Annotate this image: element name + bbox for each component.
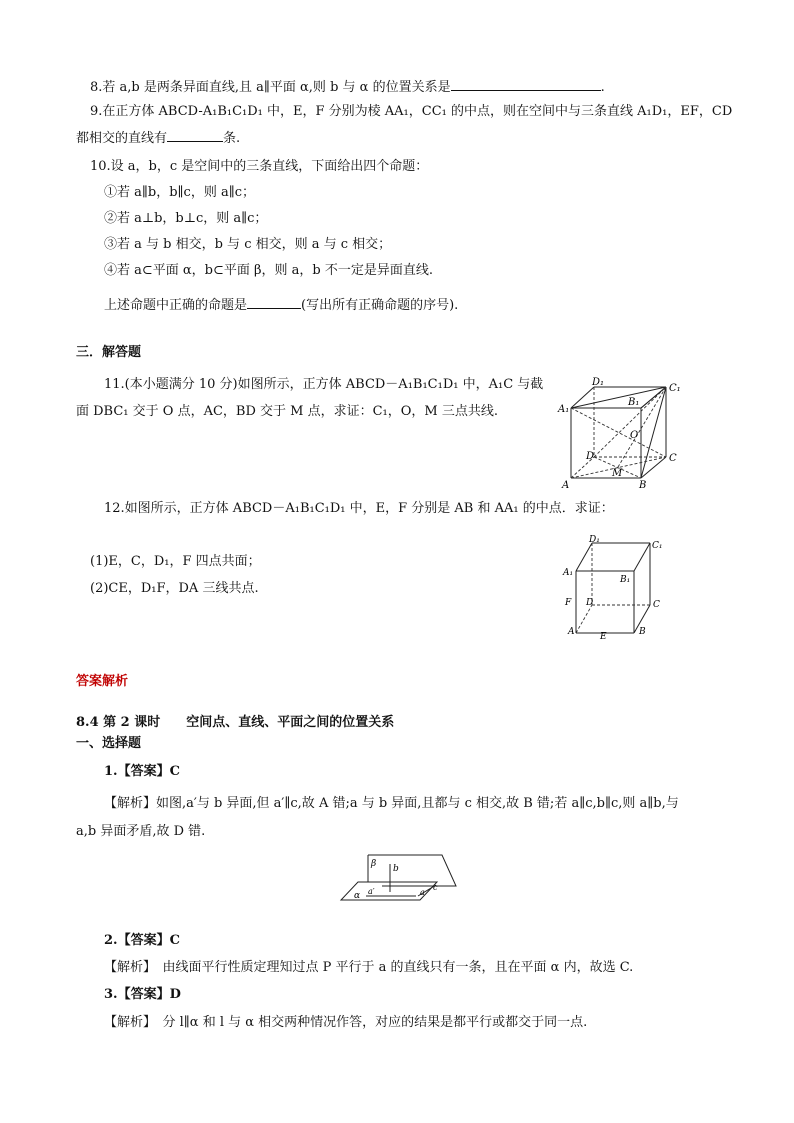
question-11-line2: 面 DBC₁ 交于 O 点，AC，BD 交于 M 点，求证：C₁，O，M 三点共线. <box>76 404 498 419</box>
label-b: B <box>639 480 647 491</box>
label-d1: D₁ <box>589 535 600 545</box>
label-a: a <box>420 888 425 897</box>
section-3-title: 三．解答题 <box>76 345 142 360</box>
answer-1: 1.【答案】C <box>104 764 180 779</box>
label-d1: D₁ <box>592 377 605 388</box>
label-c: c <box>433 883 438 892</box>
q12-part-2: (2)CE，D₁F，DA 三线共点. <box>90 581 259 596</box>
label-f: F <box>565 598 572 608</box>
label-a: A <box>562 480 570 491</box>
question-12-line1: 12.如图所示，正方体 ABCD－A₁B₁C₁D₁ 中，E，F 分别是 AB 和 AA₁ 的中点．求证： <box>104 501 614 516</box>
label-a1: A₁ <box>558 404 570 415</box>
analysis-2: 【解析】 由线面平行性质定理知过点 P 平行于 a 的直线只有一条，且在平面 α 内，故选 C. <box>104 960 634 975</box>
label-c: C <box>669 453 677 464</box>
analysis-1-line2: a,b 异面矛盾,故 D 错. <box>76 824 206 839</box>
label-c: C <box>653 600 660 610</box>
label-a1: A₁ <box>563 568 574 578</box>
q10-item-4: ④若 a⊂平面 α，b⊂平面 β，则 a，b 不一定是异面直线. <box>104 263 434 278</box>
question-9-line1: 9.在正方体 ABCD-A₁B₁C₁D₁ 中，E，F 分别为棱 AA₁，CC₁ 的中点，则在空间中与三条直线 A₁D₁，EF，CD <box>90 104 733 119</box>
label-b: B <box>639 627 646 637</box>
q8-text: 8.若 a,b 是两条异面直线,且 a∥平面 α,则 b 与 α 的位置关系是 <box>90 80 451 95</box>
q12-part-1: (1)E，C，D₁，F 四点共面； <box>90 554 261 569</box>
figure-cube-12 <box>562 535 674 645</box>
q10-item-1: ①若 a∥b，b∥c，则 a∥c； <box>104 185 255 200</box>
label-a-prime: a′ <box>368 887 375 896</box>
analysis-1-line1: 【解析】如图,a′与 b 异面,但 a′∥c,故 A 错;a 与 b 异面,且都与 c 相交,故 B 错;若 a∥c,b∥c,则 a∥b,与 <box>104 796 679 811</box>
q10-blank <box>247 296 301 309</box>
question-9-line2: 都相交的直线有 条. <box>76 131 241 146</box>
label-e: E <box>600 632 607 642</box>
q9-blank <box>167 129 223 142</box>
label-d: D <box>586 451 595 462</box>
question-10-intro: 10.设 a，b，c 是空间中的三条直线，下面给出四个命题： <box>90 159 429 174</box>
question-8: 8.若 a,b 是两条异面直线,且 a∥平面 α,则 b 与 α 的位置关系是 . <box>90 80 605 95</box>
q10-summary: 上述命题中正确的命题是 (写出所有正确命题的序号). <box>104 298 459 313</box>
label-o: O <box>630 430 639 441</box>
answers-section-1: 一、选择题 <box>76 736 142 751</box>
q8-blank <box>451 78 601 91</box>
analysis-3: 【解析】 分 l∥α 和 l 与 α 相交两种情况作答，对应的结果是都平行或都交于同一点. <box>104 1015 588 1030</box>
label-b1: B₁ <box>620 575 631 585</box>
label-b: b <box>393 864 399 874</box>
label-d: D <box>586 598 594 608</box>
answer-3: 3.【答案】D <box>104 987 181 1002</box>
answer-2: 2.【答案】C <box>104 933 180 948</box>
label-m: M <box>612 468 623 479</box>
label-c1: C₁ <box>669 383 681 394</box>
figure-cube-11 <box>556 375 690 493</box>
q10-item-2: ②若 a⊥b，b⊥c，则 a∥c； <box>104 211 268 226</box>
question-11-line1: 11.(本小题满分 10 分)如图所示，正方体 ABCD－A₁B₁C₁D₁ 中，A₁C 与截 <box>104 377 544 392</box>
label-b1: B₁ <box>628 397 640 408</box>
lesson-title: 8.4 第 2 课时 空间点、直线、平面之间的位置关系 <box>76 715 395 730</box>
label-beta: β <box>371 859 377 869</box>
label-a: A <box>568 627 575 637</box>
figure-planes <box>338 852 460 902</box>
q10-item-3: ③若 a 与 b 相交，b 与 c 相交，则 a 与 c 相交； <box>104 237 392 252</box>
answers-title: 答案解析 <box>76 674 129 689</box>
label-c1: C₁ <box>652 541 663 551</box>
label-alpha: α <box>354 891 361 901</box>
